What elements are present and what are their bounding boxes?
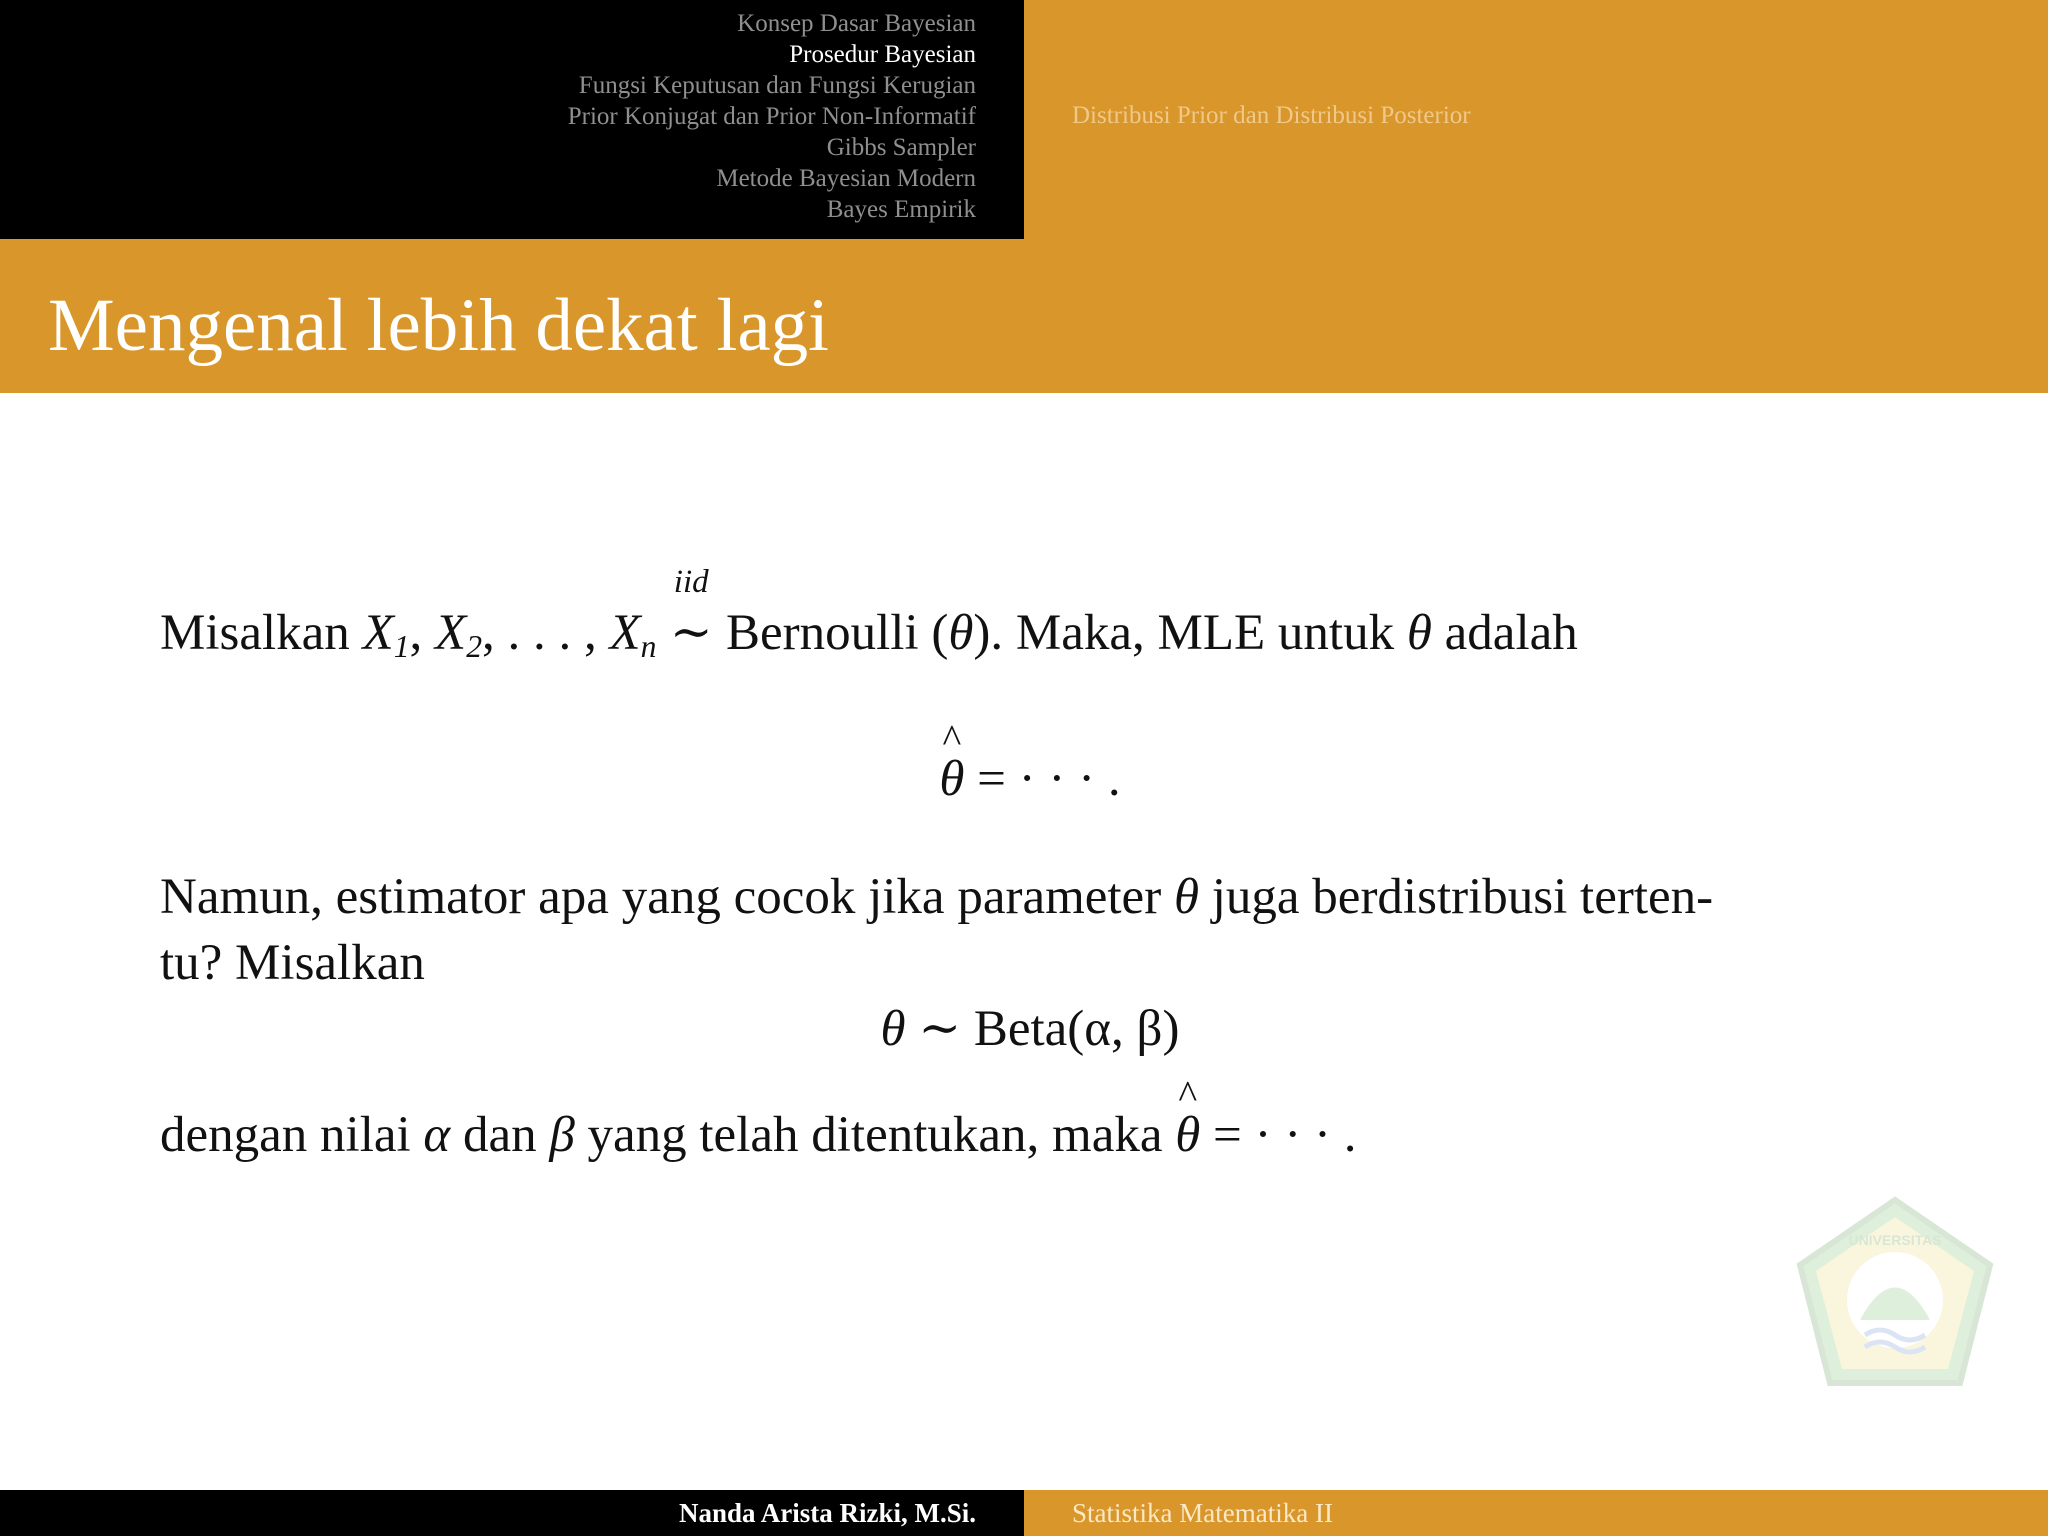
frame-title: Mengenal lebih dekat lagi xyxy=(48,284,829,367)
iid-symbol: iid ∼ xyxy=(669,564,713,661)
paragraph-conclusion: dengan nilai α dan β yang telah ditentukan, maka ^ θ = · · · . xyxy=(160,1071,1357,1163)
footer-author-bar xyxy=(0,1490,1024,1536)
paragraph-bernoulli: Misalkan $X_1$, $X_2$, . . . , $X_n$ iid ∼ Bernoulli (θ). Maka, MLE untuk θ adalah xyxy=(160,600,1900,680)
equation-mle: ^ θ = · · · . xyxy=(939,715,1121,807)
nav-section-metode-modern[interactable]: Metode Bayesian Modern xyxy=(716,165,976,192)
frame-title-bar xyxy=(0,239,2048,393)
university-seal-icon xyxy=(1790,1195,2000,1390)
subsection-navigation xyxy=(1024,0,2048,239)
nav-section-konsep-dasar[interactable]: Konsep Dasar Bayesian xyxy=(737,10,976,37)
section-list xyxy=(568,8,976,225)
footer-course-title: Statistika Matematika II xyxy=(1072,1498,1333,1528)
section-navigation xyxy=(0,0,1024,239)
nav-section-prosedur-bayesian[interactable]: Prosedur Bayesian xyxy=(789,41,976,68)
nav-subsection-prior-posterior[interactable]: Distribusi Prior dan Distribusi Posterior xyxy=(1072,102,1471,129)
nav-section-fungsi-keputusan[interactable]: Fungsi Keputusan dan Fungsi Kerugian xyxy=(578,72,976,99)
paragraph-question: Namun, estimator apa yang cocok jika parameter θ juga berdistribusi terten- tu? Misalkan xyxy=(160,868,1714,991)
footer-author: Nanda Arista Rizki, M.Si. xyxy=(678,1498,976,1528)
nav-section-bayes-empirik[interactable]: Bayes Empirik xyxy=(826,196,976,223)
university-logo xyxy=(1790,1195,2000,1390)
nav-section-prior-konjugat[interactable]: Prior Konjugat dan Prior Non-Informatif xyxy=(567,103,976,130)
footer-course-bar xyxy=(1024,1490,2048,1536)
svg-text:UNIVERSITAS: UNIVERSITAS xyxy=(1848,1232,1942,1248)
nav-section-gibbs-sampler[interactable]: Gibbs Sampler xyxy=(826,134,976,161)
equation-beta-prior: θ ∼ Beta(α, β) xyxy=(880,1000,1180,1057)
slide-body xyxy=(160,564,1900,1168)
